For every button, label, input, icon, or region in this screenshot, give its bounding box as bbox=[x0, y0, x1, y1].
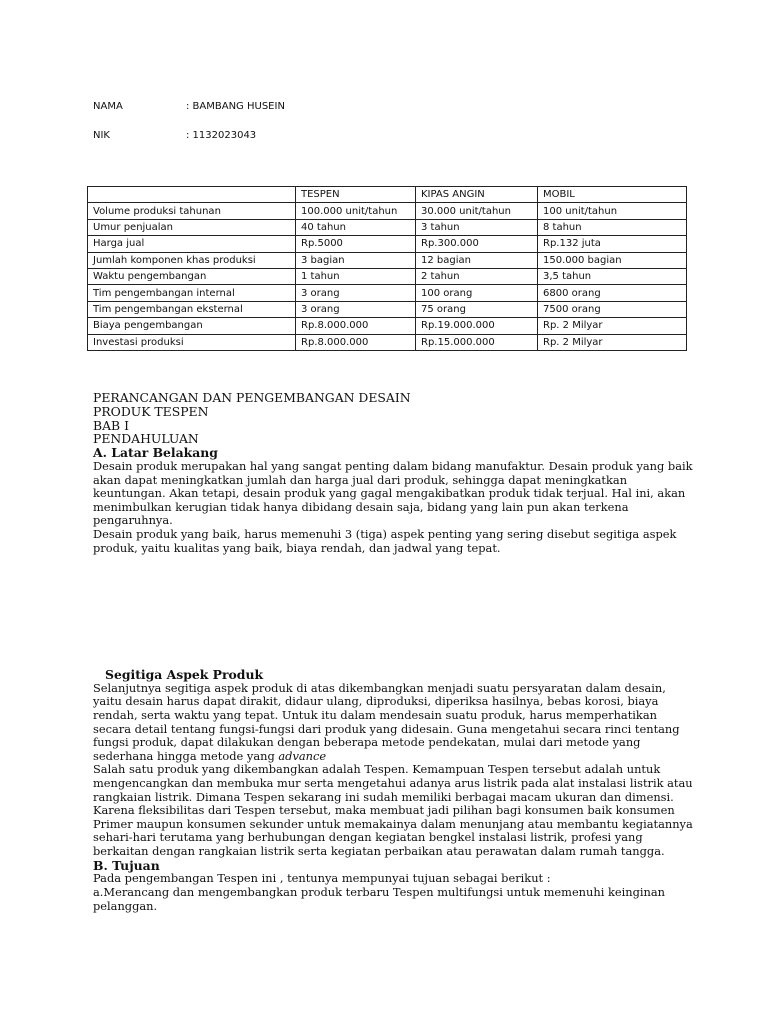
document-title-line1: PERANCANGAN DAN PENGEMBANGAN DESAIN bbox=[93, 390, 411, 405]
table-header-cell: TESPEN bbox=[296, 187, 416, 203]
table-row bbox=[88, 252, 687, 268]
table-cell: 8 tahun bbox=[538, 219, 687, 235]
table-cell: Rp.132 juta bbox=[538, 236, 687, 252]
name-value: : BAMBANG HUSEIN bbox=[186, 101, 285, 112]
paragraph-2: Desain produk yang baik, harus memenuhi 3 (tiga) aspek penting yang sering disebut segitiga aspek produk, yaitu kualitas yang baik, biaya rendah, dan jadwal yang tepat. bbox=[93, 526, 677, 555]
table-cell: 150.000 bagian bbox=[538, 252, 687, 268]
subheading-segitiga: Segitiga Aspek Produk bbox=[105, 667, 264, 682]
chapter-number: BAB I bbox=[93, 417, 129, 433]
chapter-title: PENDAHULUAN bbox=[93, 431, 199, 447]
table-cell: Tim pengembangan eksternal bbox=[88, 301, 296, 317]
table-row bbox=[88, 219, 687, 235]
paragraph-1: Desain produk merupakan hal yang sangat penting dalam bidang manufaktur. Desain produk yang baik akan dapat meningkatkan jumlah dan harga jual dari produk, sehingga dapat meningkatkan keuntungan. Akan tetapi, desain produk yang gagal mengakibatkan produk tidak terjual. Hal ini, akan menimbulkan kerugian tidak hanya dibidang desain saja, bidang yang lain pun akan terkena pengaruhnya. bbox=[93, 458, 693, 528]
document-title-line2: PRODUK TESPEN bbox=[93, 403, 209, 419]
table-cell: Investasi produksi bbox=[88, 334, 296, 350]
table-cell: Rp.19.000.000 bbox=[416, 318, 538, 334]
table-cell: 1 tahun bbox=[296, 268, 416, 284]
paragraph-3-text: Selanjutnya segitiga aspek produk di atas dikembangkan menjadi suatu persyaratan dalam desain, yaitu desain harus dapat dirakit, didaur ulang, diproduksi, diperiksa hasilnya, bebas korosi, biaya rendah, serta waktu yang tepat. Untuk itu dalam mendesain suatu produk, harus memperhatikan secara detail tentang fungsi-fungsi dari produk yang didesain. Guna mengetahui secara rinci tentang fungsi produk, dapat dilakukan dengan beberapa metode pendekatan, mulai dari metode yang sederhana hingga metode yang bbox=[93, 680, 680, 763]
table-header-cell bbox=[88, 187, 296, 203]
table-header-cell: MOBIL bbox=[538, 187, 687, 203]
table-row bbox=[88, 301, 687, 317]
nik-value: : 1132023043 bbox=[186, 130, 257, 141]
table-cell: 3 tahun bbox=[416, 219, 538, 235]
table-cell: Tim pengembangan internal bbox=[88, 285, 296, 301]
table-cell: Rp.300.000 bbox=[416, 236, 538, 252]
paragraph-3 bbox=[93, 682, 693, 764]
table-cell: 40 tahun bbox=[296, 219, 416, 235]
table-cell: 100.000 unit/tahun bbox=[296, 203, 416, 219]
paragraph-6: a.Merancang dan mengembangkan produk terbaru Tespen multifungsi untuk memenuhi keinginan pelanggan. bbox=[93, 884, 665, 913]
table-cell: Jumlah komponen khas produksi bbox=[88, 252, 296, 268]
table-cell: 3,5 tahun bbox=[538, 268, 687, 284]
table-row bbox=[88, 268, 687, 284]
table-cell: 6800 orang bbox=[538, 285, 687, 301]
table-row bbox=[88, 334, 687, 350]
document-intro bbox=[93, 391, 693, 555]
table-cell: Biaya pengembangan bbox=[88, 318, 296, 334]
table-cell: Rp.5000 bbox=[296, 236, 416, 252]
table-cell: 100 unit/tahun bbox=[538, 203, 687, 219]
table-cell: 7500 orang bbox=[538, 301, 687, 317]
table-cell: Rp.15.000.000 bbox=[416, 334, 538, 350]
table-header-row bbox=[88, 187, 687, 203]
comparison-table bbox=[87, 186, 687, 351]
paragraph-5: Pada pengembangan Tespen ini , tentunya mempunyai tujuan sebagai berikut : bbox=[93, 871, 551, 886]
table-row bbox=[88, 285, 687, 301]
table-cell: 12 bagian bbox=[416, 252, 538, 268]
paragraph-4: Salah satu produk yang dikembangkan adalah Tespen. Kemampuan Tespen tersebut adalah untuk mengencangkan dan membuka mur serta mengetahui adanya arus listrik pada alat instalasi listrik atau rangkaian listrik. Dimana Tespen sekarang ini sudah memiliki berbagai macam ukuran dan dimensi. Karena fleksibilitas dari Tespen tersebut, maka membuat jadi pilihan bagi konsumen baik konsumen Primer maupun konsumen sekunder untuk memakainya dalam menunjang atau membantu kegiatannya sehari-hari terutama yang berhubungan dengan kegiatan bengkel instalasi listrik, profesi yang berkaitan dengan rangkaian listrik serta kegiatan perbaikan atau perawatan dalam rumah tangga. bbox=[93, 762, 693, 858]
table-cell: 100 orang bbox=[416, 285, 538, 301]
table-cell: Rp.8.000.000 bbox=[296, 318, 416, 334]
document-body bbox=[93, 668, 693, 913]
table-row bbox=[88, 318, 687, 334]
table-cell: Rp. 2 Milyar bbox=[538, 318, 687, 334]
table-cell: Rp.8.000.000 bbox=[296, 334, 416, 350]
table-cell: Harga jual bbox=[88, 236, 296, 252]
table-cell: Umur penjualan bbox=[88, 219, 296, 235]
table-header-cell: KIPAS ANGIN bbox=[416, 187, 538, 203]
table-cell: Rp. 2 Milyar bbox=[538, 334, 687, 350]
section-a-heading: A. Latar Belakang bbox=[93, 445, 218, 461]
table-cell: 30.000 unit/tahun bbox=[416, 203, 538, 219]
table-row bbox=[88, 236, 687, 252]
table-cell: Waktu pengembangan bbox=[88, 268, 296, 284]
nik-label: NIK bbox=[93, 130, 110, 141]
section-b-heading: B. Tujuan bbox=[93, 857, 160, 873]
table-cell: 3 bagian bbox=[296, 252, 416, 268]
paragraph-3-emphasis: advance bbox=[278, 748, 327, 763]
table-cell: Volume produksi tahunan bbox=[88, 203, 296, 219]
table-cell: 75 orang bbox=[416, 301, 538, 317]
table-row bbox=[88, 203, 687, 219]
table-cell: 3 orang bbox=[296, 301, 416, 317]
table-cell: 3 orang bbox=[296, 285, 416, 301]
table-cell: 2 tahun bbox=[416, 268, 538, 284]
name-label: NAMA bbox=[93, 101, 123, 112]
